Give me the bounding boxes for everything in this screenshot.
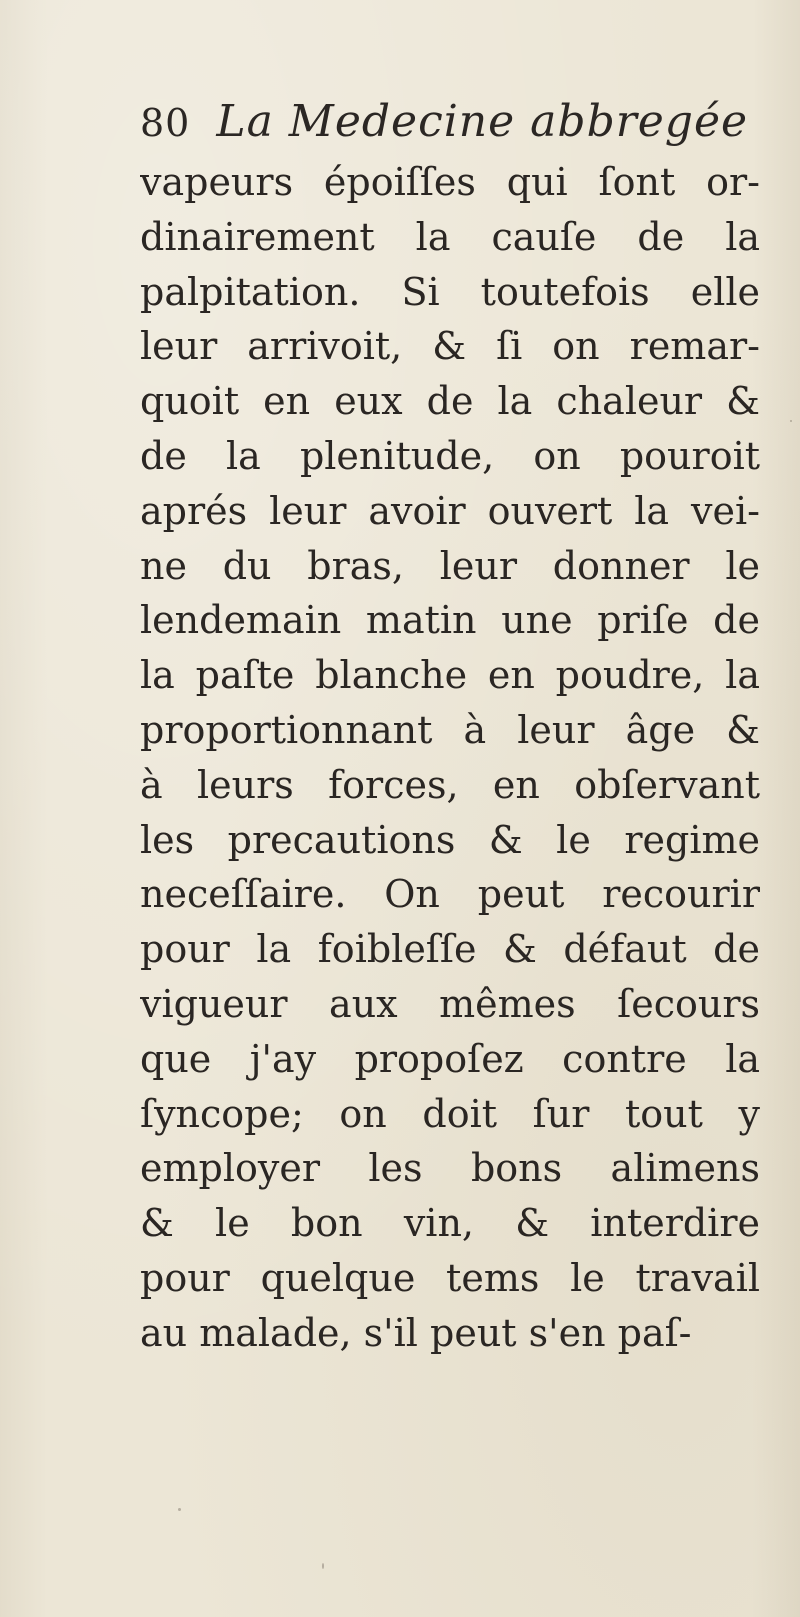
text-line: à leurs forces, en obſervant xyxy=(140,762,760,807)
running-title: La Medecine abbregée xyxy=(216,96,749,147)
text-line: ſyncope; on doit ſur tout y xyxy=(140,1091,760,1136)
text-line: au malade, s'il peut s'en paſ- xyxy=(140,1310,692,1355)
text-line: les precautions & le regime xyxy=(140,817,760,862)
text-line: proportionnant à leur âge & xyxy=(140,707,760,752)
text-line: la paſte blanche en poudre, la xyxy=(140,653,760,698)
text-line: dinairement la cauſe de la xyxy=(140,214,760,259)
text-line: de la plenitude, on pouroit xyxy=(140,433,760,478)
body-text xyxy=(140,155,760,1361)
page-number: 80 xyxy=(140,101,191,145)
text-line: que j'ay propoſez contre la xyxy=(140,1036,760,1081)
text-line: lendemain matin une priſe de xyxy=(140,598,760,643)
text-line: pour quelque tems le travail xyxy=(140,1255,760,1300)
text-line: neceſſaire. On peut recourir xyxy=(140,872,760,917)
text-line: employer les bons alimens xyxy=(140,1146,760,1191)
text-line: palpitation. Si toutefois elle xyxy=(140,269,760,314)
text-line: leur arrivoit, & ſi on remar- xyxy=(140,324,760,369)
paper-speck xyxy=(178,1508,181,1511)
text-line: ne du bras, leur donner le xyxy=(140,543,760,588)
text-line: vigueur aux mêmes ſecours xyxy=(140,981,760,1026)
running-head xyxy=(140,96,760,156)
text-line: & le bon vin, & interdire xyxy=(140,1201,760,1246)
text-line: pour la foibleſſe & défaut de xyxy=(140,927,760,972)
text-line: quoit en eux de la chaleur & xyxy=(140,379,760,424)
text-line: aprés leur avoir ouvert la vei- xyxy=(140,488,760,533)
text-line: vapeurs époiſſes qui ſont or- xyxy=(140,160,760,204)
paper-speck xyxy=(322,1563,324,1569)
paper-speck xyxy=(790,420,792,422)
